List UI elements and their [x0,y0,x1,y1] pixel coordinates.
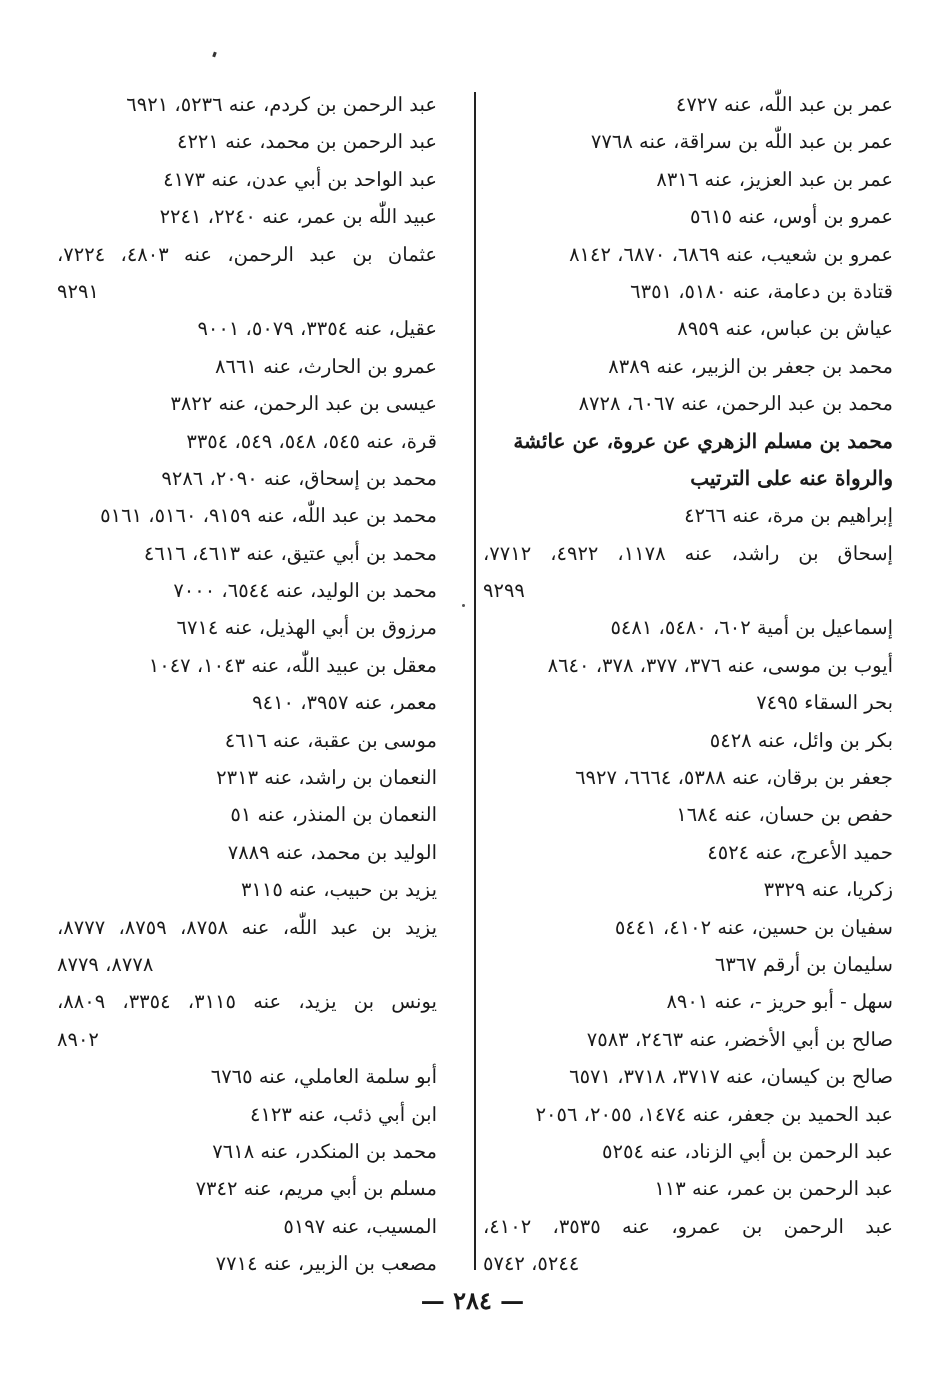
index-entry: قرة، عنه ٥٤٥، ٥٤٨، ٥٤٩، ٣٣٥٤ [186,429,437,453]
index-entry: أيوب بن موسى، عنه ٣٧٦، ٣٧٧، ٣٧٨، ٨٦٤٠ [547,653,893,677]
ink-speck [462,604,465,607]
index-entry: يزيد بن حبيب، عنه ٣١١٥ [240,878,437,902]
index-entry: عبيد اللّٰه بن عمر، عنه ٢٢٤٠، ٢٢٤١ [159,205,437,229]
section-heading: والرواة عنه على الترتيب [690,465,893,490]
index-entry: محمد بن إسحاق، عنه ٢٠٩٠، ٩٢٨٦ [161,466,437,490]
index-entry: جعفر بن برقان، عنه ٥٣٨٨، ٦٦٦٤، ٦٩٢٧ [575,766,893,790]
index-entry: الوليد بن محمد، عنه ٧٨٨٩ [227,840,437,864]
section-heading: محمد بن مسلم الزهري عن عروة، عن عائشة [513,428,893,453]
index-entry: عمر بن عبد العزيز، عنه ٨٣١٦ [656,167,893,191]
index-entry: عمرو بن الحارث، عنه ٨٦٦١ [215,354,437,378]
left-column [57,86,437,1283]
index-entry: يزيد بن عبد اللّٰه، عنه ٨٧٥٨، ٨٧٥٩، ٨٧٧٧، [57,915,437,939]
index-entry: عبد الرحمن بن كردم، عنه ٥٢٣٦، ٦٩٢١ [126,93,437,116]
entry-continuation: ٩٢٩١ [57,279,99,303]
ink-speck [212,52,217,58]
index-entry: محمد بن عبد الرحمن، عنه ٦٠٦٧، ٨٧٢٨ [578,392,893,416]
index-entry: عيسى بن عبد الرحمن، عنه ٣٨٢٢ [170,392,437,416]
index-entry: بحر السقاء ٧٤٩٥ [756,691,893,715]
index-entry: عبد الرحمن بن عمرو، عنه ٣٥٣٥، ٤١٠٢، [483,1214,893,1238]
index-entry: ابن أبي ذئب، عنه ٤١٢٣ [249,1102,437,1126]
index-entry: مصعب بن الزبير، عنه ٧٧١٤ [215,1252,437,1276]
index-entry: محمد بن عبد اللّٰه، عنه ٩١٥٩، ٥١٦٠، ٥١٦١ [100,504,437,528]
entry-continuation: ٩٢٩٩ [483,579,525,603]
index-entry: مسلم بن أبي مريم، عنه ٧٣٤٢ [195,1177,437,1201]
index-entry: عبد الواحد بن أبي عدن، عنه ٤١٧٣ [163,167,437,191]
index-entry: المسيب، عنه ٥١٩٧ [283,1214,437,1238]
index-entry: سهل - أبو حريز -، عنه ٨٩٠١ [666,990,893,1014]
index-entry: صالح بن كيسان، عنه ٣٧١٧، ٣٧١٨، ٦٥٧١ [569,1065,893,1089]
index-entry: النعمان بن المنذر، عنه ٥١ [230,803,437,827]
index-entry: عمر بن عبد اللّٰه بن سراقة، عنه ٧٧٦٨ [590,130,893,154]
index-entry: معمر، عنه ٣٩٥٧، ٩٤١٠ [252,691,437,715]
index-entry: قتادة بن دعامة، عنه ٥١٨٠، ٦٣٥١ [630,279,893,303]
index-entry: معقل بن عبيد اللّٰه، عنه ١٠٤٣، ١٠٤٧ [148,653,437,677]
index-entry: عبد الرحمن بن عمر، عنه ١١٣ [654,1177,893,1201]
index-entry: موسى بن عقبة، عنه ٤٦١٦ [224,728,437,752]
index-entry: محمد بن المنكدر، عنه ٧٦١٨ [212,1139,437,1163]
index-entry: إسماعيل بن أمية ٦٠٢، ٥٤٨٠، ٥٤٨١ [610,616,893,640]
index-entry: عبد الرحمن بن أبي الزناد، عنه ٥٢٥٤ [602,1139,893,1163]
index-entry: النعمان بن راشد، عنه ٢٣١٣ [216,766,437,790]
column-divider [474,92,476,1270]
index-entry: زكريا، عنه ٣٣٢٩ [763,878,893,902]
index-entry: عبد الحميد بن جعفر، عنه ١٤٧٤، ٢٠٥٥، ٢٠٥٦ [535,1102,893,1126]
index-entry: محمد بن أبي عتيق، عنه ٤٦١٣، ٤٦١٦ [143,541,437,565]
index-entry: مرزوق بن أبي الهذيل، عنه ٦٧١٤ [176,616,437,640]
index-entry: عبد الرحمن بن محمد، عنه ٤٢٢١ [176,130,437,154]
index-entry: سليمان بن أرقم ٦٣٦٧ [714,952,893,976]
index-entry: حفص بن حسان، عنه ١٦٨٤ [676,803,893,827]
index-entry: أبو سلمة العاملي، عنه ٦٧٦٥ [210,1065,437,1089]
index-entry: عثمان بن عبد الرحمن، عنه ٤٨٠٣، ٧٢٢٤، [57,242,437,266]
index-entry: عمرو بن شعيب، عنه ٦٨٦٩، ٦٨٧٠، ٨١٤٢ [569,242,893,266]
index-entry: محمد بن جعفر بن الزبير، عنه ٨٣٨٩ [608,354,893,378]
index-entry: إبراهيم بن مرة، عنه ٤٢٦٦ [684,504,893,528]
index-entry: عمر بن عبد اللّٰه، عنه ٤٧٢٧ [675,93,893,116]
entry-continuation: ٨٧٧٨، ٨٧٧٩ [57,952,154,976]
index-entry: عمرو بن أوس، عنه ٥٦١٥ [690,205,893,229]
index-entry: بكر بن وائل، عنه ٥٤٢٨ [709,728,893,752]
page-number: — ٢٨٤ — [420,1286,525,1315]
index-entry: يونس بن يزيد، عنه ٣١١٥، ٣٣٥٤، ٨٨٠٩، [57,990,437,1014]
index-entry: حميد الأعرج، عنه ٤٥٢٤ [707,840,893,864]
index-entry: عياش بن عباس، عنه ٨٩٥٩ [677,317,893,341]
index-entry: إسحاق بن راشد، عنه ١١٧٨، ٤٩٢٢، ٧٧١٢، [483,541,893,565]
index-entry: صالح بن أبي الأخضر، عنه ٢٤٦٣، ٧٥٨٣ [586,1027,893,1051]
entry-continuation: ٥٢٤٤، ٥٧٤٢ [483,1252,580,1276]
entry-continuation: ٨٩٠٢ [57,1027,99,1051]
index-entry: سفيان بن حسين، عنه ٤١٠٢، ٥٤٤١ [614,915,893,939]
index-entry: محمد بن الوليد، عنه ٦٥٤٤، ٧٠٠٠ [173,579,437,603]
right-column [483,86,893,1283]
index-entry: عقيل، عنه ٣٣٥٤، ٥٠٧٩، ٩٠٠١ [197,317,437,341]
